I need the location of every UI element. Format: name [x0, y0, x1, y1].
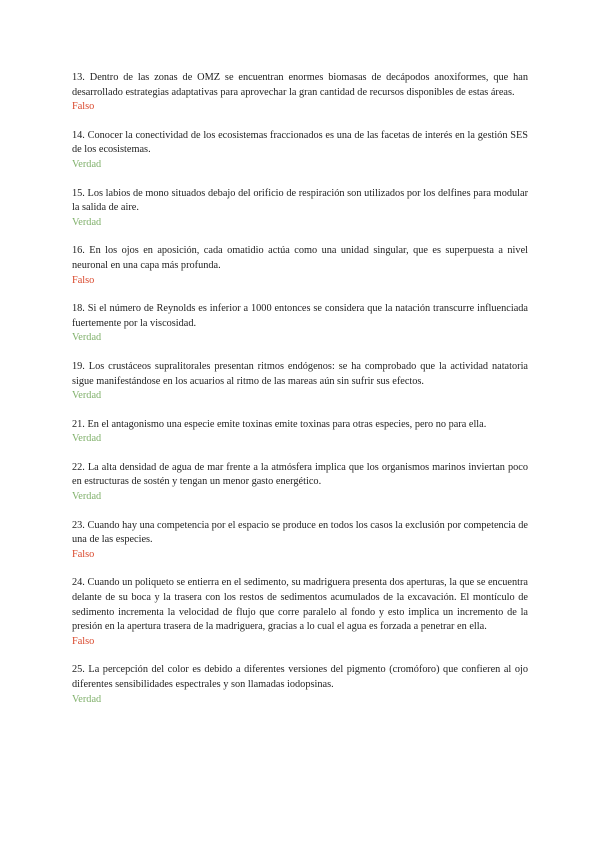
question-text: 14. Conocer la conectividad de los ecosistemas fraccionados es una de las facetas de interés en la gestión SES de los ecosistemas. [72, 129, 528, 156]
answer-label: Verdad [72, 390, 102, 402]
answer-label: Verdad [72, 332, 102, 344]
question-text: 18. Si el número de Reynolds es inferior a 1000 entonces se considera que la natación transcurre influenciada fuertemente por la viscosidad. [72, 303, 528, 329]
question-list [72, 71, 528, 721]
question-15 [72, 187, 528, 231]
question-text: 15. Los labios de mono situados debajo del orificio de respiración son utilizados por los delfines para modular la salida de aire. [72, 187, 528, 214]
question-text: 23. Cuando hay una competencia por el espacio se produce en todos los casos la exclusión por competencia de una de las especies. [72, 519, 528, 546]
answer-label: Verdad [72, 491, 102, 503]
question-21 [72, 418, 528, 447]
answer-label: Verdad [72, 216, 102, 228]
question-24 [72, 576, 528, 649]
question-19 [72, 360, 528, 404]
question-13 [72, 71, 528, 115]
question-text: 25. La percepción del color es debido a diferentes versiones del pigmento (cromóforo) que confieren al ojo diferentes sensibilidades espectrales y son llamadas iodopsinas. [72, 664, 528, 690]
question-22 [72, 461, 528, 505]
question-text: 22. La alta densidad de agua de mar frente a la atmósfera implica que los organismos marinos inviertan poco en estructuras de sostén y tengan un menor gasto energético. [72, 461, 528, 488]
answer-label: Verdad [72, 433, 102, 445]
question-text: 24. Cuando un poliqueto se entierra en el sedimento, su madriguera presenta dos aperturas, la que se encuentra delante de su boca y la trasera con los restos de sedimentos acumulados de la excavación. El montículo de sedimento incrementa la velocidad de flujo que corre paralelo al fondo y esto implica un incremento de la presión en la apertura trasera de la madriguera, gracias a lo cual el agua es forzada a penetrar en ella. [72, 577, 528, 633]
answer-label: Verdad [72, 693, 102, 705]
question-text: 13. Dentro de las zonas de OMZ se encuentran enormes biomasas de decápodos anoxiformes, que han desarrollado estrategias adaptativas para aprovechar la gran cantidad de recursos disponibles de estas áreas. [72, 72, 528, 98]
answer-label: Falso [72, 635, 95, 647]
question-14 [72, 129, 528, 173]
answer-label: Verdad [72, 158, 102, 170]
question-text: 16. En los ojos en aposición, cada omatidio actúa como una unidad singular, que es superpuesta a nivel neuronal en una capa más profunda. [72, 245, 528, 271]
question-text: 19. Los crustáceos supralitorales presentan ritmos endógenos: se ha comprobado que la actividad natatoria sigue manifestándose en los acuarios al ritmo de las mareas aún sin sufrir sus efectos. [72, 360, 528, 387]
answer-label: Falso [72, 548, 95, 560]
question-16 [72, 244, 528, 288]
answer-label: Falso [72, 101, 95, 113]
question-23 [72, 519, 528, 563]
answer-label: Falso [72, 274, 95, 286]
question-text: 21. En el antagonismo una especie emite toxinas emite toxinas para otras especies, pero no para ella. [72, 418, 487, 430]
question-25 [72, 663, 528, 707]
question-18 [72, 302, 528, 346]
